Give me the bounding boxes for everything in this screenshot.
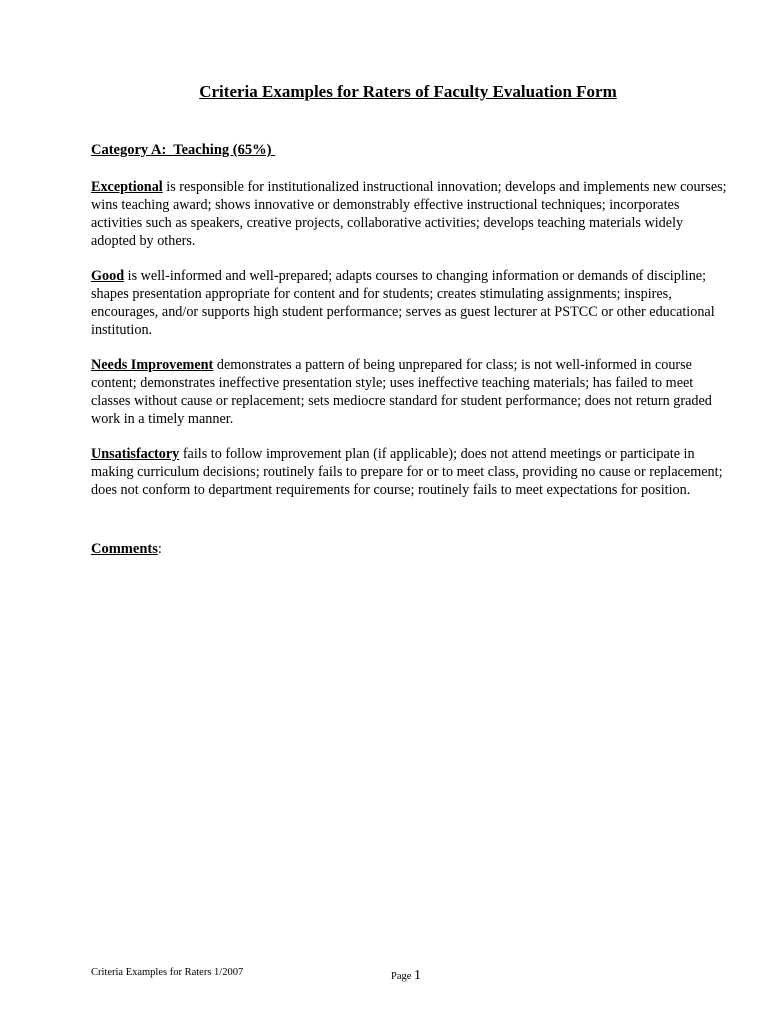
- criterion-exceptional: [91, 178, 727, 250]
- footer-document-id: Criteria Examples for Raters 1/2007: [91, 967, 244, 978]
- comments-label: Comments: [91, 541, 158, 557]
- criterion-needs-improvement: [91, 356, 727, 428]
- criterion-term: Good: [91, 268, 125, 284]
- criterion-description: fails to follow improvement plan (if applicable); does not attend meetings or participate in making curriculum decisions; routinely fails to prepare for or to meet class, providing no cause or replacement; does not conform to department requirements for course; routinely fails to meet expectations for position.: [91, 446, 723, 498]
- comments-section: [91, 541, 162, 558]
- criterion-term: Needs Improvement: [91, 357, 214, 373]
- page-title: Criteria Examples for Raters of Faculty Evaluation Form: [199, 82, 617, 101]
- category-heading: Category A: Teaching (65%): [91, 142, 276, 158]
- criterion-term: Unsatisfactory: [91, 446, 180, 462]
- criterion-unsatisfactory: [91, 445, 727, 499]
- criterion-description: is well-informed and well-prepared; adapts courses to changing information or demands of discipline; shapes presentation appropriate for content and for students; creates stimulating assignments; inspires, encourages, and/or supports high student performance; serves as guest lecturer at PSTCC or other educational institution.: [91, 268, 715, 338]
- page-label: Page: [391, 971, 415, 982]
- footer-page-indicator: [391, 968, 421, 984]
- criterion-description: demonstrates a pattern of being unprepared for class; is not well-informed in course content; demonstrates ineffective presentation style; uses ineffective teaching materials; has failed to meet classes without cause or replacement; sets mediocre standard for student performance; does not return graded work in a timely manner.: [91, 357, 712, 427]
- criterion-term: Exceptional: [91, 179, 163, 195]
- criterion-good: [91, 267, 727, 339]
- page-number: 1: [414, 968, 422, 983]
- comments-suffix: :: [157, 541, 162, 557]
- criterion-description: is responsible for institutionalized instructional innovation; develops and implements new courses; wins teaching award; shows innovative or demonstrably effective instructional techniques; incorporates activities such as speakers, creative projects, collaborative activities; develops teaching materials widely adopted by others.: [91, 179, 727, 249]
